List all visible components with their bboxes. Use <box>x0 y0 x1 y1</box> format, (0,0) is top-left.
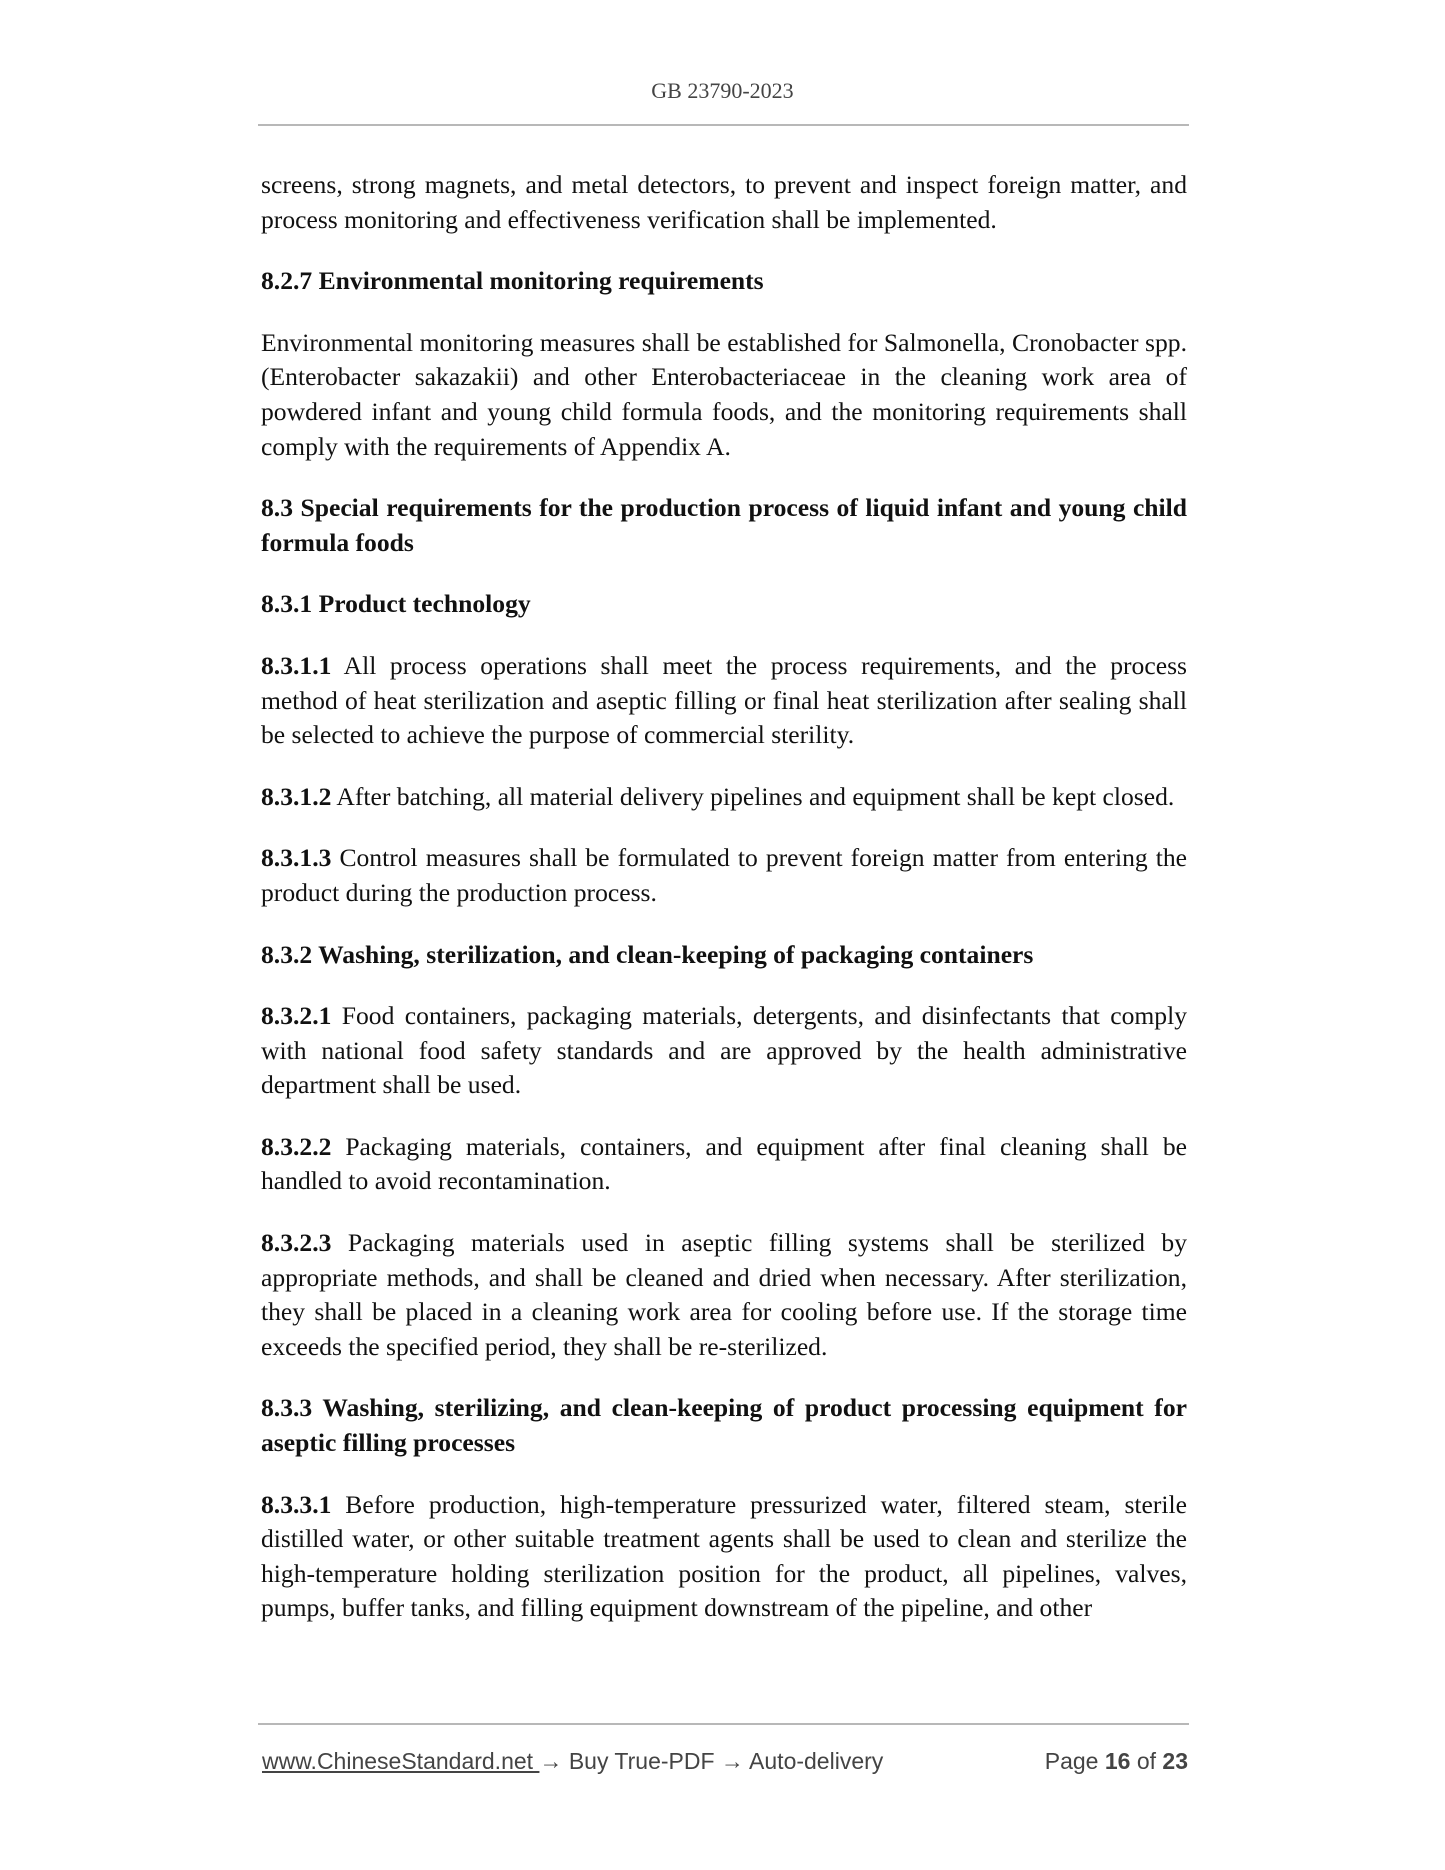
clause-number: 8.3.1.1 <box>261 650 332 680</box>
header-divider <box>258 124 1189 126</box>
paragraph-text: After batching, all material delivery pipelines and equipment shall be kept closed. <box>331 781 1175 811</box>
document-body <box>261 168 1187 1653</box>
paragraph-text: Environmental monitoring measures shall be established for Salmonella, Cronobacter spp. (Enterobacter sakazakii) and other Enterobacteriaceae in the cleaning work area of powdered infant and young child formula foods, and the monitoring requirements shall comply with the requirements of Appendix A. <box>261 327 1187 461</box>
footer <box>262 1748 1188 1775</box>
page-indicator: Page 16 of 23 <box>1044 1748 1188 1774</box>
clause-number: 8.3.3.1 <box>261 1489 332 1519</box>
paragraph-text: Food containers, packaging materials, detergents, and disinfectants that comply with national food safety standards and are approved by the health administrative department shall be used. <box>261 1001 1187 1100</box>
paragraph <box>261 841 1187 910</box>
total-pages: 23 <box>1162 1748 1188 1774</box>
website-link[interactable]: www.ChineseStandard.net <box>262 1748 540 1774</box>
current-page: 16 <box>1104 1748 1131 1774</box>
paragraph <box>261 1130 1187 1199</box>
section-heading: 8.3 Special requirements for the production process of liquid infant and young child formula foods <box>261 493 1187 557</box>
paragraph-text: All process operations shall meet the process requirements, and the process method of heat sterilization and aseptic filling or final heat sterilization after sealing shall be selected to achieve the purpose of commercial sterility. <box>261 650 1187 750</box>
clause-number: 8.3.1.2 <box>261 781 332 811</box>
footer-divider <box>258 1723 1189 1725</box>
clause-number: 8.3.2.1 <box>261 1001 332 1031</box>
clause-number: 8.3.2.3 <box>261 1228 332 1258</box>
section-heading: 8.3.2 Washing, sterilization, and clean-keeping of packaging containers <box>261 939 1034 969</box>
paragraph-text: Packaging materials, containers, and equipment after final cleaning shall be handled to avoid recontamination. <box>261 1131 1187 1196</box>
paragraph <box>261 999 1187 1103</box>
paragraph <box>261 168 1187 237</box>
section-heading: 8.3.1 Product technology <box>261 589 531 619</box>
paragraph <box>261 1226 1187 1364</box>
paragraph <box>261 326 1187 464</box>
footer-promo: → Buy True-PDF → Auto-delivery <box>539 1748 884 1774</box>
paragraph <box>261 780 1187 815</box>
paragraph-text: screens, strong magnets, and metal detectors, to prevent and inspect foreign matter, and process monitoring and effectiveness verification shall be implemented. <box>261 170 1187 234</box>
paragraph <box>261 1488 1187 1626</box>
paragraph-text: Before production, high-temperature pressurized water, filtered steam, sterile distilled water, or other suitable treatment agents shall be used to clean and sterilize the high-temperature holding sterilization position for the product, all pipelines, valves, pumps, buffer tanks, and filling equipment downstream of the pipeline, and other <box>261 1489 1187 1623</box>
document-header: GB 23790-2023 <box>651 78 794 103</box>
paragraph-text: Packaging materials used in aseptic filling systems shall be sterilized by appropriate methods, and shall be cleaned and dried when necessary. After sterilization, they shall be placed in a cleaning work area for cooling before use. If the storage time exceeds the specified period, they shall be re-sterilized. <box>261 1228 1187 1361</box>
paragraph-text: Control measures shall be formulated to prevent foreign matter from entering the product during the production process. <box>261 843 1187 907</box>
clause-number: 8.3.1.3 <box>261 843 332 873</box>
clause-number: 8.3.2.2 <box>261 1131 332 1161</box>
paragraph <box>261 649 1187 753</box>
section-heading: 8.3.3 Washing, sterilizing, and clean-keeping of product processing equipment for aseptic filling processes <box>261 1393 1187 1458</box>
section-heading: 8.2.7 Environmental monitoring requirements <box>261 266 764 296</box>
